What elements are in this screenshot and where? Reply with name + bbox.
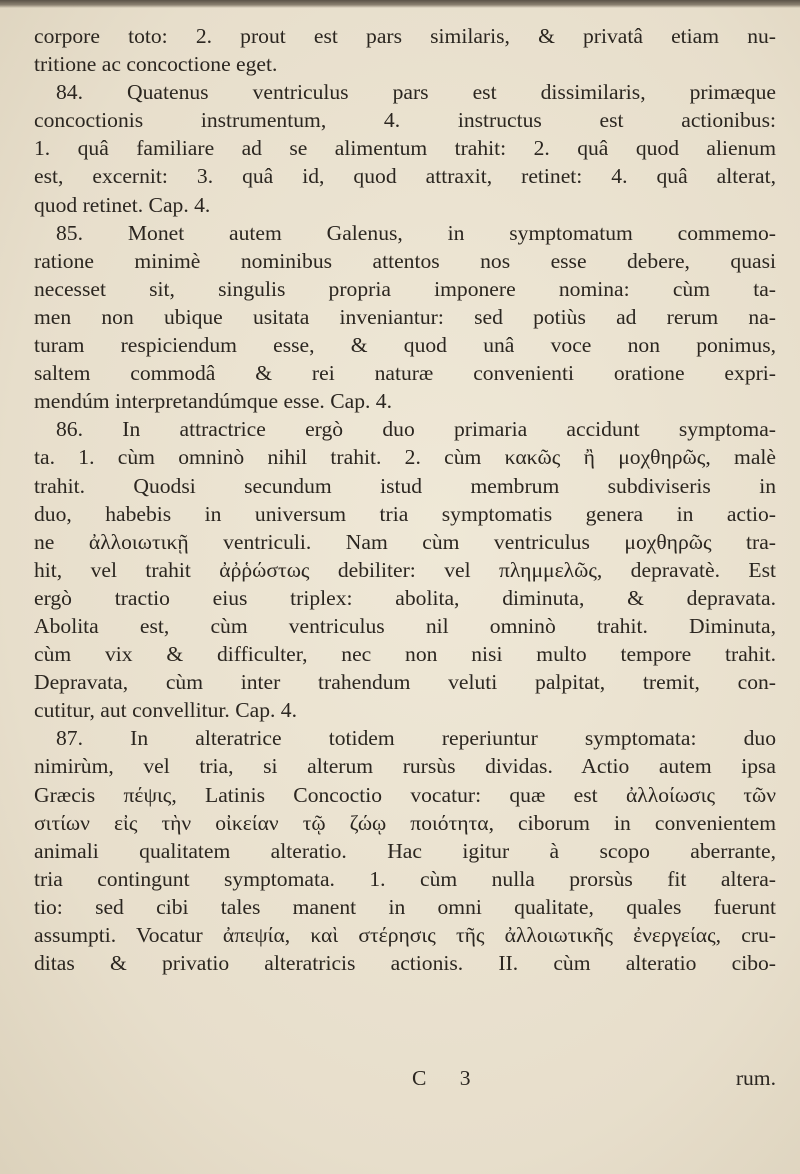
text-line: turam respiciendum esse, & quod unâ voce non ponimus,	[34, 333, 776, 358]
page-footer	[34, 1066, 776, 1098]
text-line: 84. Quatenus ventriculus pars est dissimilaris, primæque	[56, 80, 776, 105]
text-line: tria contingunt symptomata. 1. cùm nulla prorsùs fit altera-	[34, 866, 776, 891]
text-line: Græcis πέψις, Latinis Concoctio vocatur: quæ est ἀλλοίωσις τῶν	[34, 782, 776, 807]
text-line: assumpti. Vocatur ἀπεψία, καὶ στέρησις τῆς ἀλλοιωτικῆς ἐνεργείας, cru-	[34, 923, 776, 947]
text-line: ta. 1. cùm omninò nihil trahit. 2. cùm κακῶς ἢ μοχθηρῶς, malè	[34, 445, 776, 470]
text-line: tritione ac concoctione eget.	[34, 52, 278, 77]
text-line: ne ἀλλοιωτικῇ ventriculi. Nam cùm ventriculus μοχθηρῶς tra-	[34, 529, 776, 554]
catchword: rum.	[735, 1066, 776, 1090]
text-line: duo, habebis in universum tria symptomatis genera in actio-	[34, 501, 776, 526]
text-line: nimirùm, vel tria, si alterum rursùs dividas. Actio autem ipsa	[34, 754, 776, 779]
text-line: concoctionis instrumentum, 4. instructus est actionibus:	[34, 108, 776, 133]
text-line: 1. quâ familiare ad se alimentum trahit: 2. quâ quod alienum	[34, 136, 776, 161]
text-line: 86. In attractrice ergò duo primaria accidunt symptoma-	[56, 417, 776, 442]
text-line: σιτίων εἰς τὴν οἰκείαν τῷ ζώῳ ποιότητα, ciborum in convenientem	[34, 810, 776, 835]
text-line: men non ubique usitata inveniantur: sed potiùs ad rerum na-	[34, 304, 776, 329]
text-line: Abolita est, cùm ventriculus nil omninò trahit. Diminuta,	[34, 613, 776, 638]
text-line: Depravata, cùm inter trahendum veluti palpitat, tremit, con-	[34, 670, 776, 695]
text-line: animali qualitatem alteratio. Hac igitur à scopo aberrante,	[34, 838, 776, 863]
text-line: 85. Monet autem Galenus, in symptomatum commemo-	[56, 220, 776, 245]
text-line: corpore toto: 2. prout est pars similaris, & privatâ etiam nu-	[34, 24, 776, 48]
text-line: mendúm interpretandúmque esse. Cap. 4.	[34, 389, 393, 414]
page-top-edge	[0, 0, 800, 8]
text-line: hit, vel trahit ἀῤῥώστως debiliter: vel πλημμελῶς, depravatè. Est	[34, 557, 776, 582]
text-line: ergò tractio eius triplex: abolita, diminuta, & depravata.	[34, 585, 776, 610]
text-line: tio: sed cibi tales manent in omni qualitate, quales fuerunt	[34, 894, 776, 919]
text-line: cùm vix & difficulter, nec non nisi multo tempore trahit.	[34, 642, 776, 667]
text-line: cutitur, aut convellitur. Cap. 4.	[34, 698, 298, 723]
page-text	[34, 22, 776, 977]
text-line: 87. In alteratrice totidem reperiuntur symptomata: duo	[56, 726, 776, 751]
signature-mark: C 3	[412, 1066, 485, 1090]
text-line: trahit. Quodsi secundum istud membrum subdiviseris in	[34, 473, 776, 498]
text-line: ditas & privatio alteratricis actionis. II. cùm alteratio cibo-	[34, 951, 776, 976]
text-line: saltem commodâ & rei naturæ convenienti oratione expri-	[34, 361, 776, 386]
text-line: necesset sit, singulis propria imponere nomina: cùm ta-	[34, 276, 776, 301]
text-line: quod retinet. Cap. 4.	[34, 192, 211, 217]
text-line: est, excernit: 3. quâ id, quod attraxit, retinet: 4. quâ alterat,	[34, 164, 776, 189]
text-line: ratione minimè nominibus attentos nos esse debere, quasi	[34, 248, 776, 273]
